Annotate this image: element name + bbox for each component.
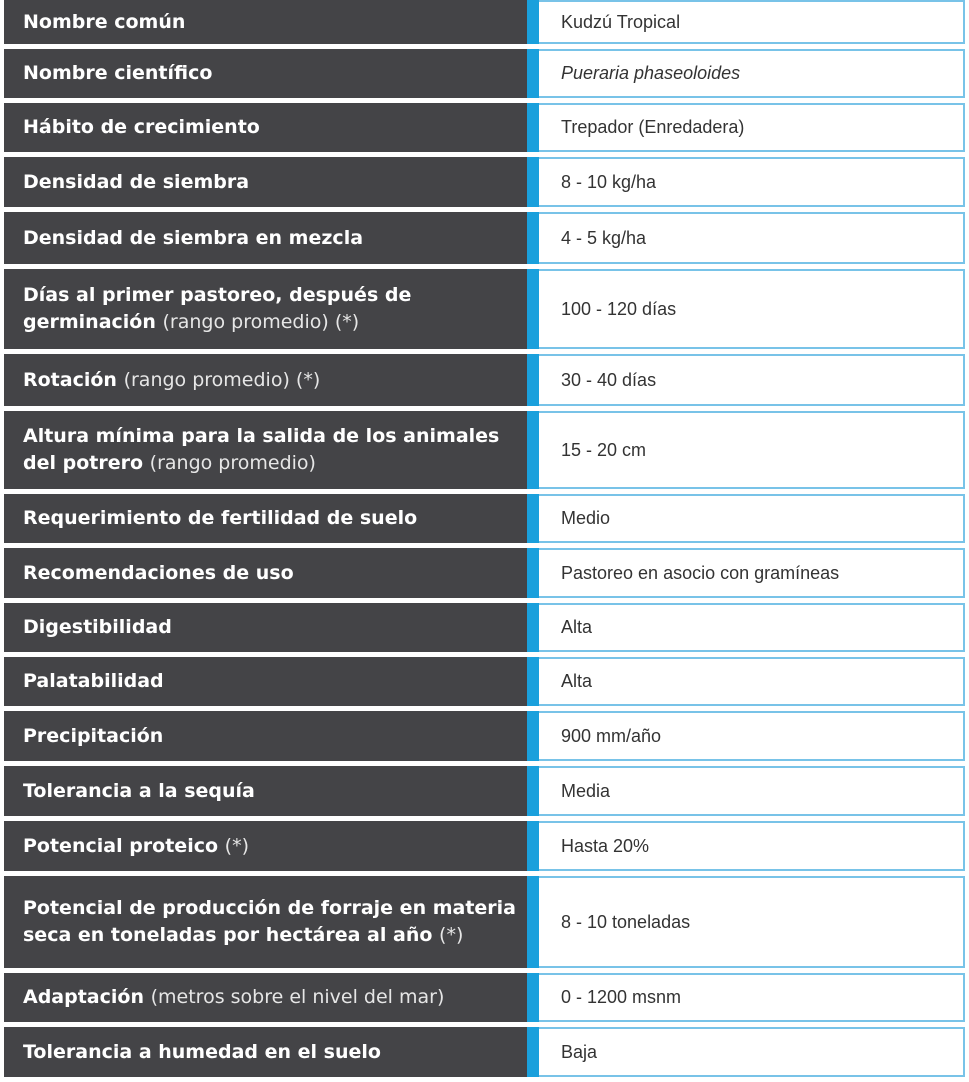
row-label: Días al primer pastoreo, después de germinación (rango promedio) (*) <box>4 269 527 349</box>
table-row <box>4 711 965 761</box>
table-row <box>4 821 965 871</box>
row-value: Kudzú Tropical <box>539 0 965 44</box>
row-label: Tolerancia a la sequía <box>4 766 527 816</box>
row-value: Pueraria phaseoloides <box>539 49 965 98</box>
table-row <box>4 657 965 706</box>
row-accent-bar <box>527 821 539 871</box>
row-accent-bar <box>527 1027 539 1077</box>
row-value: Medio <box>539 494 965 543</box>
row-accent-bar <box>527 657 539 706</box>
row-label: Potencial proteico (*) <box>4 821 527 871</box>
row-label: Hábito de crecimiento <box>4 103 527 152</box>
row-value: 8 - 10 kg/ha <box>539 157 965 207</box>
table-row <box>4 49 965 98</box>
table-row <box>4 973 965 1022</box>
row-accent-bar <box>527 354 539 406</box>
row-label-note: (*) <box>224 834 249 857</box>
table-row <box>4 603 965 652</box>
row-value: Trepador (Enredadera) <box>539 103 965 152</box>
row-accent-bar <box>527 157 539 207</box>
row-label: Densidad de siembra en mezcla <box>4 212 527 264</box>
row-label: Nombre científico <box>4 49 527 98</box>
row-label: Palatabilidad <box>4 657 527 706</box>
row-accent-bar <box>527 494 539 543</box>
row-value: Pastoreo en asocio con gramíneas <box>539 548 965 598</box>
row-accent-bar <box>527 973 539 1022</box>
row-value: Alta <box>539 603 965 652</box>
row-label: Nombre común <box>4 0 527 44</box>
row-label: Densidad de siembra <box>4 157 527 207</box>
table-row <box>4 766 965 816</box>
row-label-note: (rango promedio) <box>149 452 316 474</box>
table-row <box>4 212 965 264</box>
table-row <box>4 411 965 489</box>
row-label-note: (metros sobre el nivel del mar) <box>150 986 445 1008</box>
row-label-note: (rango promedio) (*) <box>162 311 360 333</box>
row-label-note: (*) <box>439 924 464 946</box>
row-accent-bar <box>527 411 539 489</box>
row-label: Recomendaciones de uso <box>4 548 527 598</box>
table-row <box>4 157 965 207</box>
row-accent-bar <box>527 603 539 652</box>
table-row <box>4 1027 965 1077</box>
table-row <box>4 103 965 152</box>
row-accent-bar <box>527 0 539 44</box>
row-value: 30 - 40 días <box>539 354 965 406</box>
row-label: Potencial de producción de forraje en materia seca en toneladas por hectárea al año (*) <box>4 876 527 968</box>
row-label: Adaptación (metros sobre el nivel del mar) <box>4 973 527 1022</box>
row-accent-bar <box>527 269 539 349</box>
row-value: Hasta 20% <box>539 821 965 871</box>
row-label: Rotación (rango promedio) (*) <box>4 354 527 406</box>
table-row <box>4 548 965 598</box>
row-value: Media <box>539 766 965 816</box>
row-value: 15 - 20 cm <box>539 411 965 489</box>
row-label: Digestibilidad <box>4 603 527 652</box>
row-label: Altura mínima para la salida de los animales del potrero (rango promedio) <box>4 411 527 489</box>
row-label-note: (rango promedio) (*) <box>123 368 321 391</box>
row-accent-bar <box>527 876 539 968</box>
row-value: 4 - 5 kg/ha <box>539 212 965 264</box>
row-value: 100 - 120 días <box>539 269 965 349</box>
row-accent-bar <box>527 766 539 816</box>
table-row <box>4 494 965 543</box>
table-row <box>4 876 965 968</box>
row-accent-bar <box>527 212 539 264</box>
row-accent-bar <box>527 711 539 761</box>
row-value: Alta <box>539 657 965 706</box>
table-row <box>4 354 965 406</box>
table-row <box>4 0 965 44</box>
row-accent-bar <box>527 49 539 98</box>
row-value: Baja <box>539 1027 965 1077</box>
species-data-table <box>4 0 965 1082</box>
row-accent-bar <box>527 548 539 598</box>
row-label: Tolerancia a humedad en el suelo <box>4 1027 527 1077</box>
row-value: 8 - 10 toneladas <box>539 876 965 968</box>
row-value: 0 - 1200 msnm <box>539 973 965 1022</box>
row-label: Precipitación <box>4 711 527 761</box>
row-label: Requerimiento de fertilidad de suelo <box>4 494 527 543</box>
row-accent-bar <box>527 103 539 152</box>
table-row <box>4 269 965 349</box>
row-value: 900 mm/año <box>539 711 965 761</box>
